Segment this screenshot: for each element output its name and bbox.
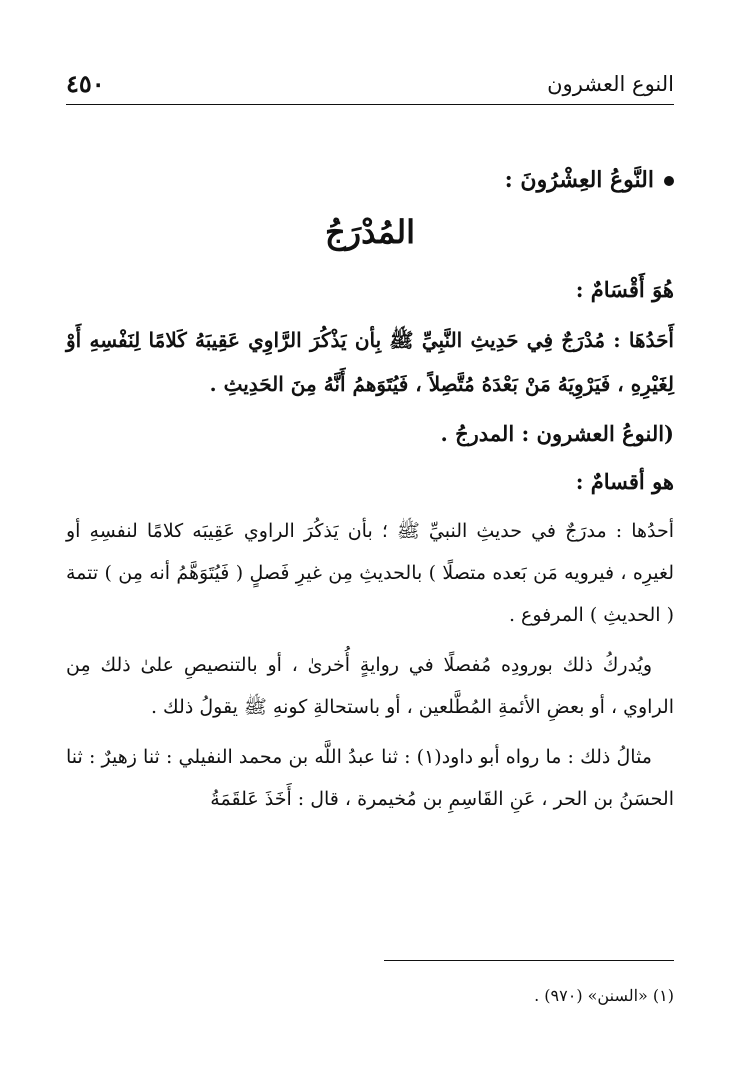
matn-intro: هُوَ أَقْسَامٌ : bbox=[575, 277, 674, 302]
chapter-heading bbox=[66, 160, 674, 200]
running-title: النوع العشرون bbox=[547, 72, 674, 96]
chapter-title: المُدْرَجُ bbox=[324, 213, 416, 251]
bullet-icon bbox=[664, 176, 674, 186]
sharh-example: مثالُ ذلك : ما رواه أبو داود(١) : ثنا عبدُ اللَّه بن محمد النفيلي : ثنا زهيرٌ : ثنا الحسَنُ بن الحر ، عَنِ القَاسِمِ بن مُخيمرة ، قال : أَخَذَ عَلقَمَةُ bbox=[66, 746, 674, 810]
sharh-detection: ويُدركُ ذلك بورودِه مُفصلًا في روايةٍ أُخرىٰ ، أو بالتنصيصِ علىٰ ذلك مِن الراوي ، أو بعضِ الأئمةِ المُطَّلعين ، أو باستحالةِ كونهِ ﷺ يقولُ ذلك . bbox=[66, 654, 674, 718]
footnote: (١) «السنن» (٩٧٠) . bbox=[534, 986, 674, 1005]
chapter-heading-text: النَّوعُ العِشْرُونَ : bbox=[504, 167, 654, 193]
page-body bbox=[66, 160, 674, 828]
footnote-divider bbox=[384, 960, 674, 961]
sharh-intro: هو أقسامٌ : bbox=[575, 469, 674, 494]
matn-first-part: أَحَدُهَا : مُدْرَجٌ فِي حَدِيثِ النَّبِيِّ ﷺ بِأن يَذْكُرَ الرَّاوِي عَقِيبَهُ كَلامًا لِنَفْسِهِ أَوْ لِغَيْرِهِ ، فَيَرْوِيَهُ مَنْ بَعْدَهُ مُتَّصِلاً ، فَيُتَوَهمُ أَنَّهُ مِنَ الحَدِيثِ . bbox=[66, 328, 674, 396]
sharh-heading: (النوعُ العشرون : المدرجُ . bbox=[440, 421, 674, 446]
running-header bbox=[66, 58, 674, 105]
sharh-first-part: أحدُها : مدرَجٌ في حديثِ النبيِّ ﷺ ؛ بأن يَذكُرَ الراوي عَقِيبَه كلامًا لنفسِهِ أو لغيرِه ، فيرويه مَن بَعده متصلًا ) بالحديثِ مِن غيرِ فَصلٍ ( فَيُتَوَهَّمُ أنه مِن ) تتمة ( الحديثِ ) المرفوع . bbox=[66, 520, 674, 626]
page-number: ٤٥٠ bbox=[66, 69, 105, 98]
